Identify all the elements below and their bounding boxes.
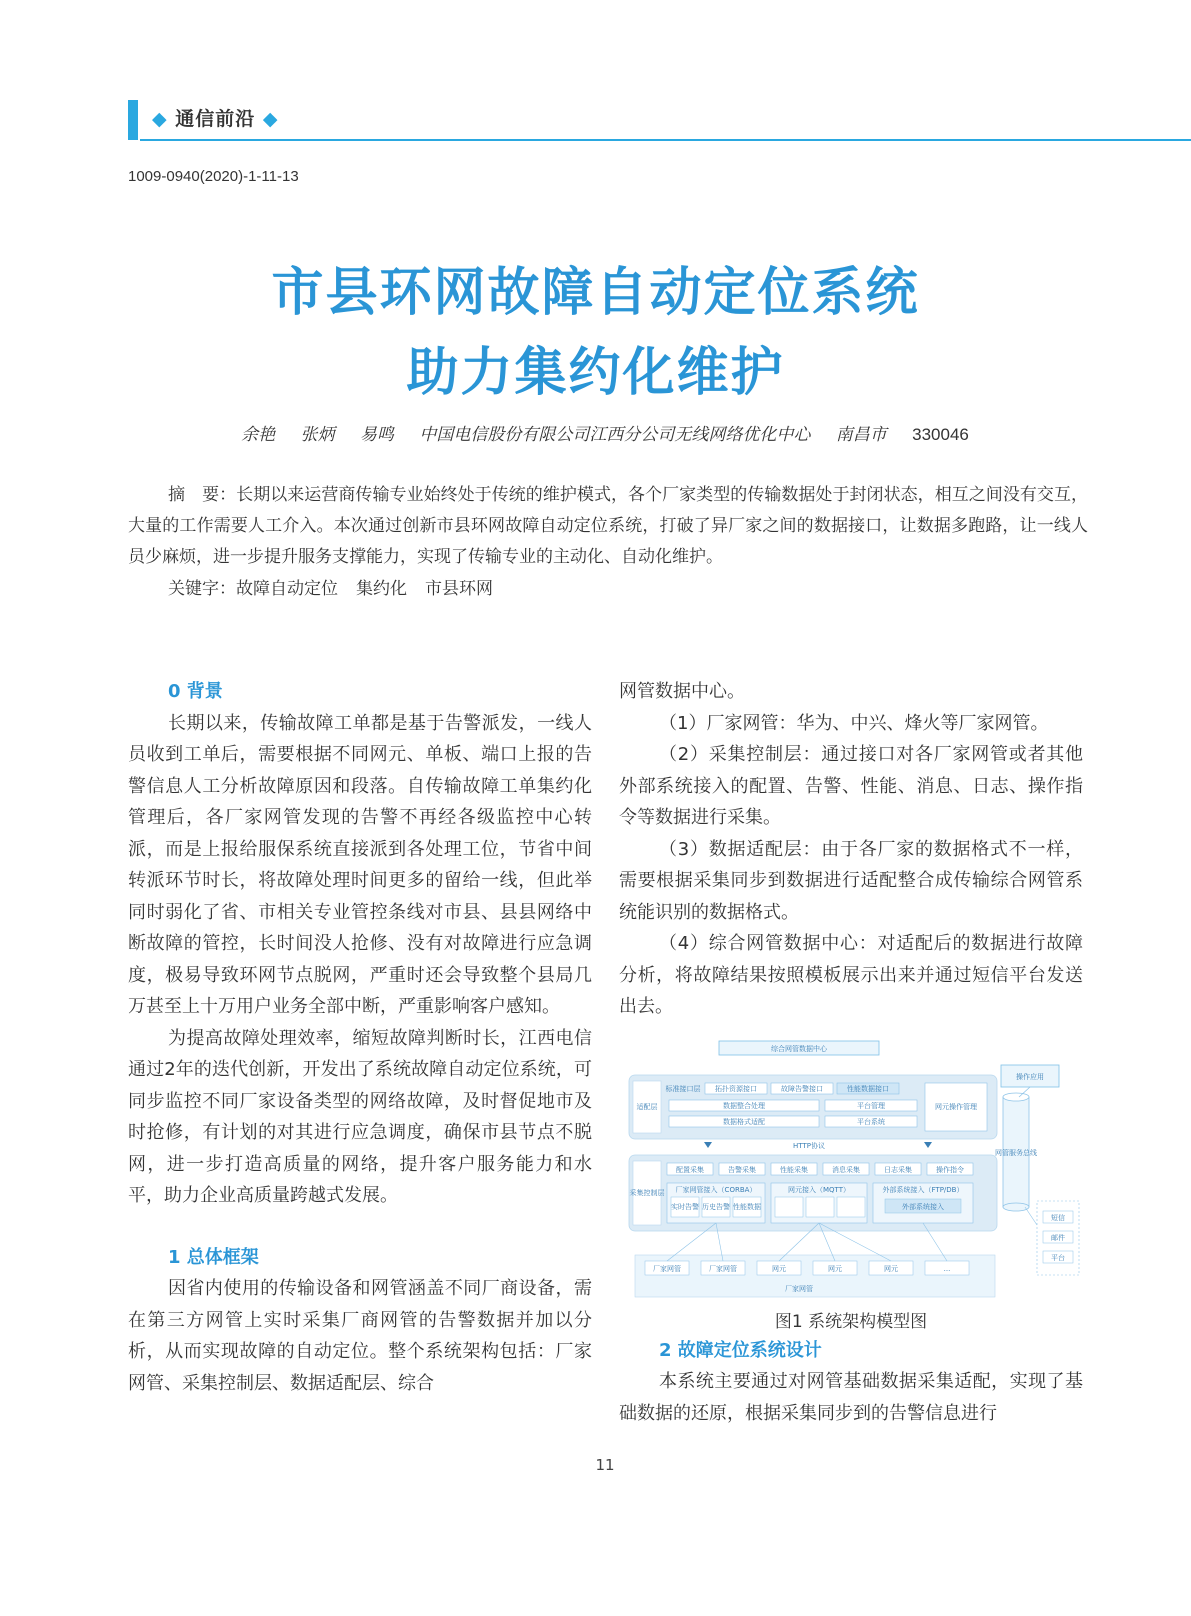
header-accent-bar (128, 100, 138, 140)
sub-item: 性能数据 (733, 1202, 761, 1211)
interface-label: 标准接口层 (665, 1084, 701, 1093)
architecture-diagram (619, 1035, 1083, 1303)
section-heading: 0 背景 (168, 681, 223, 702)
article-title-line2: 助力集约化维护 (406, 343, 785, 403)
collect-item: 日志采集 (884, 1165, 912, 1174)
database-label: 网管服务总线 (995, 1148, 1037, 1157)
section-header-label: 通信前沿 (175, 108, 256, 130)
adapt-item: 拓扑资源接口 (715, 1084, 757, 1093)
keyword: 集约化 (356, 579, 407, 599)
section-heading: 2 故障定位系统设计 (659, 1339, 822, 1361)
diamond-icon: ◆ (262, 108, 279, 130)
left-column (128, 676, 592, 1399)
diamond-icon: ◆ (152, 108, 168, 130)
author-city: 南昌市 (835, 425, 887, 445)
adaptation-layer-label: 适配层 (636, 1102, 658, 1111)
adapt-item: 平台管理 (857, 1101, 885, 1110)
side-item: 邮件 (1051, 1233, 1065, 1242)
list-item: （3）数据适配层：由于各厂家的数据格式不一样，需要根据采集同步到数据进行适配整合成传输综合网管系统能识别的数据格式。 (619, 838, 1083, 923)
document-id: 1009-0940(2020)-1-11-13 (128, 168, 299, 185)
paragraph: 为提高故障处理效率，缩短故障判断时长，江西电信通过2年的迭代创新，开发出了系统故障自动定位系统，可同步监控不同厂家设备类型的网络故障，及时督促地市及时抢修，有计划的对其进行应急调度，确保市县节点不脱网，进一步打造高质量的网络，提升客户服务能力和水平，助力企业高质量跨越式发展。 (128, 1027, 592, 1206)
external-access-label: 外部系统接入 (902, 1202, 944, 1211)
vendor-group-label: 厂家网管 (785, 1284, 813, 1293)
sub-item: 实时告警 (671, 1202, 699, 1211)
paragraph: 长期以来，传输故障工单都是基于告警派发，一线人员收到工单后，需要根据不同网元、单板、端口上报的告警信息人工分析故障原因和段落。自传输故障工单集约化管理后，各厂家网管发现的告警不再经各级监控中心转派，而是上报给服保系统直接派到各处理工位，节省中间转派环节时长，将故障处理时间更多的留给一线，但此举同时弱化了省、市相关专业管控条线对市县、县县网络中断故障的管控，长时间没人抢修、没有对故障进行应急调度，极易导致环网节点脱网，严重时还会导致整个县局几万甚至上十万用户业务全部中断，严重影响客户感知。 (128, 712, 592, 1017)
vendor-item: 网元 (828, 1264, 842, 1273)
ops-label: 操作应用 (1016, 1072, 1044, 1081)
author-name: 张炳 (300, 425, 335, 445)
adapt-item: 性能数据接口 (847, 1084, 889, 1093)
collect-item: 配置采集 (676, 1165, 704, 1174)
paragraph: 因省内使用的传输设备和网管涵盖不同厂商设备，需在第三方网管上实时采集厂商网管的告警数据并加以分析，从而实现故障的自动定位。整个系统架构包括：厂家网管、采集控制层、数据适配层、综合 (128, 1278, 592, 1394)
http-label: HTTP协议 (793, 1141, 825, 1150)
adapt-item: 平台系统 (857, 1117, 885, 1126)
author-name: 余艳 (241, 425, 276, 445)
author-name: 易鸣 (359, 425, 394, 445)
author-postcode: 330046 (912, 425, 969, 444)
vendor-item: 厂家网管 (653, 1264, 681, 1273)
collection-layer-label: 采集控制层 (629, 1188, 665, 1197)
abstract: 摘 要：长期以来运营商传输专业始终处于传统的维护模式，各个厂家类型的传输数据处于封闭状态，相互之间没有交互，大量的工作需要人工介入。本次通过创新市县环网故障自动定位系统，打破了异厂家之间的数据接口，让数据多跑路，让一线人员少麻烦，进一步提升服务支撑能力，实现了传输专业的主动化、自动化维护。 (128, 485, 1088, 567)
sub-item: 历史告警 (702, 1202, 730, 1211)
keywords (168, 574, 511, 599)
side-item: 短信 (1051, 1213, 1065, 1222)
list-item: （4）综合网管数据中心：对适配后的数据进行故障分析，将故障结果按照模板展示出来并通过短信平台发送出去。 (619, 933, 1083, 1017)
author-line (0, 420, 1191, 445)
vendor-item: 网元 (772, 1264, 786, 1273)
keyword: 故障自动定位 (236, 579, 338, 599)
header-rule (140, 139, 1191, 141)
figure-caption: 图1 系统架构模型图 (774, 1311, 928, 1332)
vendor-item: ... (943, 1264, 951, 1273)
mqtt-label: 网元接入（MQTT） (788, 1185, 850, 1194)
page-number: 11 (595, 1456, 615, 1474)
ftp-label: 外部系统接入（FTP/DB） (882, 1185, 964, 1194)
architecture-figure (619, 1035, 1083, 1303)
adapt-item: 数据格式适配 (723, 1117, 765, 1126)
paragraph: 网管数据中心。 (619, 681, 745, 702)
side-item: 平台 (1051, 1253, 1065, 1262)
right-column (619, 676, 1083, 1429)
author-affiliation: 中国电信股份有限公司江西分公司无线网络优化中心 (419, 425, 811, 445)
adapt-item: 故障告警接口 (781, 1084, 823, 1093)
list-item: （1）厂家网管：华为、中兴、烽火等厂家网管。 (659, 712, 1049, 734)
ne-management-label: 网元操作管理 (935, 1102, 977, 1111)
article-title-line1: 市县环网故障自动定位系统 (271, 263, 920, 323)
paragraph: 本系统主要通过对网管基础数据采集适配，实现了基础数据的还原，根据采集同步到的告警信息进行 (619, 1371, 1083, 1424)
collect-item: 性能采集 (780, 1165, 808, 1174)
adapt-item: 数据整合处理 (723, 1101, 765, 1110)
collect-item: 告警采集 (728, 1165, 756, 1174)
keyword: 市县环网 (425, 579, 493, 599)
section-header (152, 104, 279, 131)
collect-item: 操作指令 (936, 1165, 964, 1174)
section-heading: 1 总体框架 (168, 1246, 259, 1268)
vendor-item: 厂家网管 (709, 1264, 737, 1273)
corba-label: 厂家网管接入（CORBA） (675, 1185, 757, 1194)
collect-item: 消息采集 (832, 1165, 860, 1174)
vendor-item: 网元 (884, 1264, 898, 1273)
keywords-label: 关键字： (168, 579, 236, 599)
list-item: （2）采集控制层：通过接口对各厂家网管或者其他外部系统接入的配置、告警、性能、消息、日志、操作指令等数据进行采集。 (619, 744, 1083, 828)
data-center-label: 综合网管数据中心 (771, 1044, 827, 1053)
